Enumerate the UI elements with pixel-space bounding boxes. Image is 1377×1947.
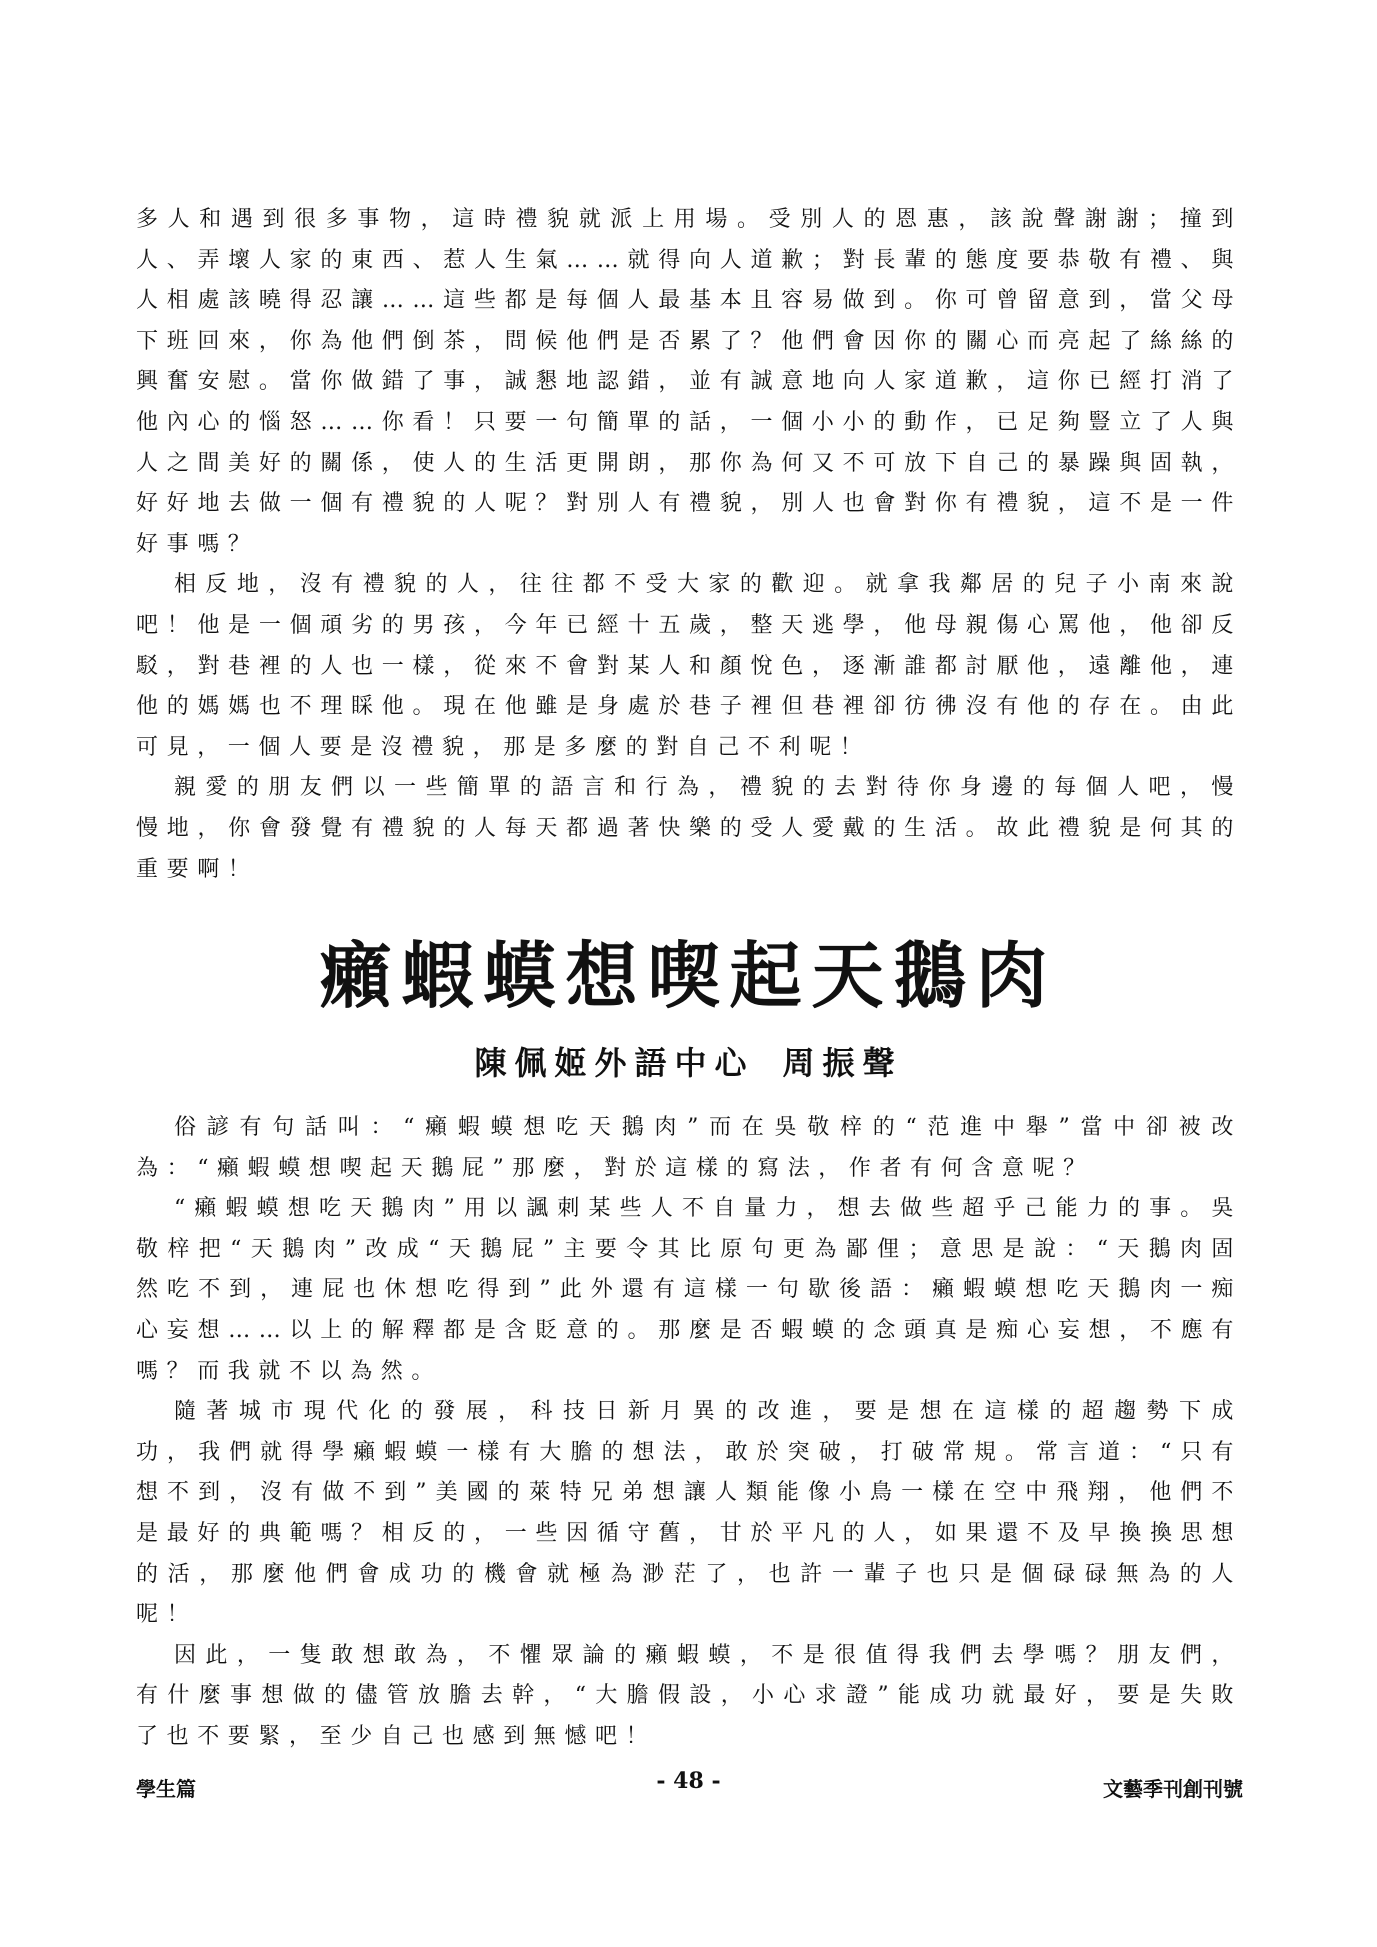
paragraph: 因此，一隻敢想敢為，不懼眾論的癩蝦蟆，不是很值得我們去學嗎？朋友們，有什麼事想做的儘管放膽去幹，“大膽假設，小心求證”能成功就最好，要是失敗了也不要緊，至少自己也感到無憾吧！ [136, 1642, 1242, 1749]
article-byline [0, 1038, 1377, 1084]
footer-publication-name: 文藝季刊創刊號 [1103, 1777, 1243, 1801]
footer-section-label: 學生篇 [136, 1777, 196, 1801]
previous-article-continuation [136, 200, 1242, 890]
paragraph: 親愛的朋友們以一些簡單的語言和行為，禮貌的去對待你身邊的每個人吧，慢慢地，你會發覺有禮貌的人每天都過著快樂的受人愛戴的生活。故此禮貌是何其的重要啊！ [136, 775, 1242, 882]
paragraph: 俗諺有句話叫：“癩蝦蟆想吃天鵝肉”而在吳敬梓的“范進中舉”當中卻被改為：“癩蝦蟆想喫起天鵝屁”那麼，對於這樣的寫法，作者有何含意呢？ [136, 1115, 1242, 1181]
paragraph: “癩蝦蟆想吃天鵝肉”用以諷刺某些人不自量力，想去做些超乎己能力的事。吳敬梓把“天鵝肉”改成“天鵝屁”主要令其比原句更為鄙俚；意思是說：“天鵝肉固然吃不到，連屁也休想吃得到”此外還有這樣一句歇後語：癩蝦蟆想吃天鵝肉一痴心妄想……以上的解釋都是含貶意的。那麼是否蝦蟆的念頭真是痴心妄想，不應有嗎？而我就不以為然。 [136, 1196, 1242, 1384]
author-school: 陳佩姬外語中心 [474, 1044, 755, 1082]
paragraph: 隨著城市現代化的發展，科技日新月異的改進，要是想在這樣的超趨勢下成功，我們就得學癩蝦蟆一樣有大膽的想法，敢於突破，打破常規。常言道：“只有想不到，沒有做不到”美國的萊特兄弟想讓人類能像小鳥一樣在空中飛翔，他們不是最好的典範嗎？相反的，一些因循守舊，甘於平凡的人，如果還不及早換換思想的活，那麼他們會成功的機會就極為渺茫了，也許一輩子也只是個碌碌無為的人呢！ [136, 1399, 1242, 1628]
paragraph: 相反地，沒有禮貌的人，往往都不受大家的歡迎。就拿我鄰居的兒子小南來說吧！他是一個頑劣的男孩，今年已經十五歲，整天逃學，他母親傷心罵他，他卻反駁，對巷裡的人也一樣，從來不會對某人和顏悅色，逐漸誰都討厭他，遠離他，連他的媽媽也不理睬他。現在他雖是身處於巷子裡但巷裡卻彷彿沒有他的存在。由此可見，一個人要是沒禮貌，那是多麼的對自己不利呢！ [136, 572, 1242, 760]
article-title: 癩蝦蟆想喫起天鵝肉 [319, 933, 1058, 1018]
author-name: 周振聲 [782, 1044, 903, 1082]
article-body [136, 1108, 1242, 1758]
paragraph: 多人和遇到很多事物，這時禮貌就派上用場。受別人的恩惠，該說聲謝謝；撞到人、弄壞人家的東西、惹人生氣……就得向人道歉；對長輩的態度要恭敬有禮、與人相處該曉得忍讓……這些都是每個人最基本且容易做到。你可曾留意到，當父母下班回來，你為他們倒茶，問候他們是否累了？他們會因你的關心而亮起了絲絲的興奮安慰。當你做錯了事，誠懇地認錯，並有誠意地向人家道歉，這你已經打消了他內心的惱怒……你看！只要一句簡單的話，一個小小的動作，已足夠豎立了人與人之間美好的關係，使人的生活更開朗，那你為何又不可放下自己的暴躁與固執，好好地去做一個有禮貌的人呢？對別人有禮貌，別人也會對你有禮貌，這不是一件好事嗎？ [136, 207, 1242, 557]
page-number: - 48 - [656, 1768, 721, 1794]
